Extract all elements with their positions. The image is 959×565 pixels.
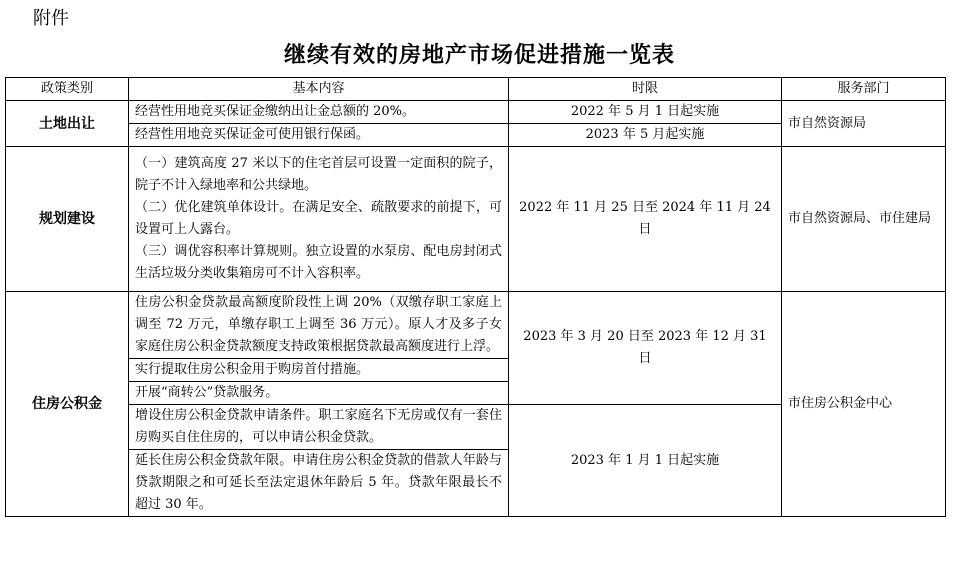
category-land: 土地出让 — [6, 101, 129, 147]
category-fund: 住房公积金 — [6, 292, 129, 517]
planning-item-2: （二）优化建筑单体设计。在满足安全、疏散要求的前提下，可设置可上人露台。 — [135, 200, 502, 237]
land-period-2: 2023 年 5 月起实施 — [509, 124, 782, 147]
attachment-label: 附件 — [33, 8, 69, 29]
fund-content-3: 开展“商转公”贷款服务。 — [129, 382, 509, 405]
land-department: 市自然资源局 — [782, 101, 946, 147]
category-planning: 规划建设 — [6, 147, 129, 292]
land-content-2: 经营性用地竞买保证金可使用银行保函。 — [129, 124, 509, 147]
fund-period-a: 2023 年 3 月 20 日至 2023 年 12 月 31 日 — [509, 292, 782, 405]
header-department: 服务部门 — [782, 78, 946, 101]
header-category: 政策类别 — [6, 78, 129, 101]
planning-period: 2022 年 11 月 25 日至 2024 年 11 月 24 日 — [509, 147, 782, 292]
planning-content — [129, 147, 509, 292]
fund-period-b: 2023 年 1 月 1 日起实施 — [509, 405, 782, 517]
page-title: 继续有效的房地产市场促进措施一览表 — [283, 42, 675, 68]
table-header-row — [6, 78, 946, 101]
land-period-1: 2022 年 5 月 1 日起实施 — [509, 101, 782, 124]
table-row — [6, 292, 946, 359]
land-content-1: 经营性用地竞买保证金缴纳出让金总额的 20%。 — [129, 101, 509, 124]
table-row — [6, 101, 946, 124]
planning-department: 市自然资源局、市住建局 — [782, 147, 946, 292]
policy-table — [5, 77, 946, 517]
fund-content-1: 住房公积金贷款最高额度阶段性上调 20%（双缴存职工家庭上调至 72 万元，单缴存职工上调至 36 万元）。原人才及多子女家庭住房公积金贷款额度支持政策根据贷款最高额度进行上浮。 — [129, 292, 509, 359]
fund-content-4: 增设住房公积金贷款申请条件。职工家庭名下无房或仅有一套住房购买自住住房的，可以申请公积金贷款。 — [129, 405, 509, 450]
planning-item-1: （一）建筑高度 27 米以下的住宅首层可设置一定面积的院子，院子不计入绿地率和公共绿地。 — [135, 156, 502, 193]
table-row — [6, 147, 946, 292]
header-period: 时限 — [509, 78, 782, 101]
planning-item-3: （三）调优容积率计算规则。独立设置的水泵房、配电房封闭式生活垃圾分类收集箱房可不计入容积率。 — [135, 244, 502, 281]
fund-content-2: 实行提取住房公积金用于购房首付措施。 — [129, 359, 509, 382]
fund-department: 市住房公积金中心 — [782, 292, 946, 517]
fund-content-5: 延长住房公积金贷款年限。申请住房公积金贷款的借款人年龄与贷款期限之和可延长至法定退休年龄后 5 年。贷款年限最长不超过 30 年。 — [129, 450, 509, 517]
header-content: 基本内容 — [129, 78, 509, 101]
